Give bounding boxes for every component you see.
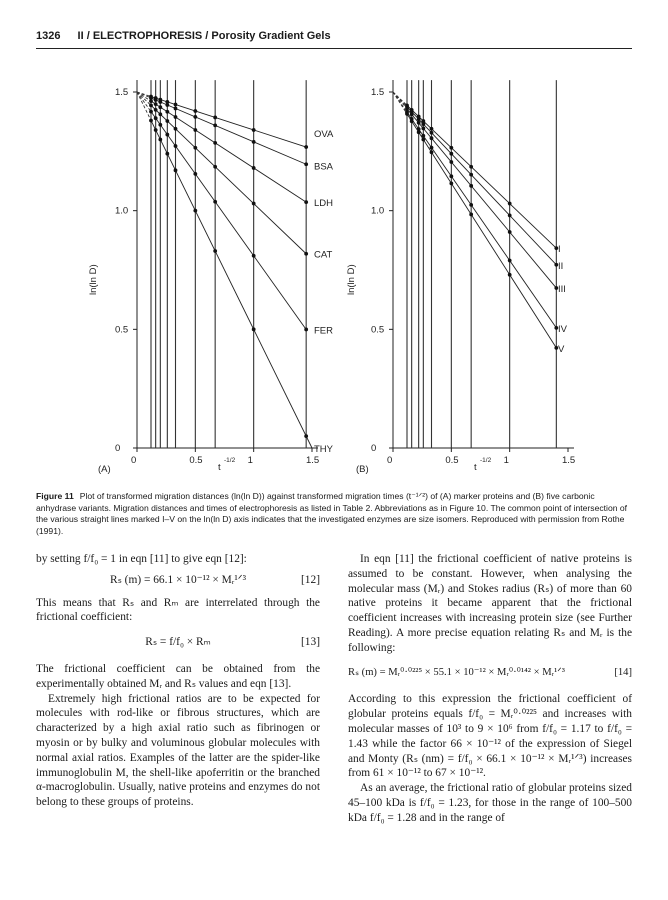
panel-a-point-LDH <box>213 141 217 145</box>
left-column <box>36 552 320 810</box>
equation-14 <box>348 666 632 681</box>
panel-b-xtick-label: 0.5 <box>445 455 459 466</box>
panel-b-ytick-label: 1.0 <box>371 205 385 217</box>
panel-b-series-V-line <box>407 114 556 348</box>
panel-a-label-FER: FER <box>314 325 333 337</box>
panel-b-point-IV <box>469 203 473 207</box>
panel-a-point-CAT <box>158 112 162 116</box>
panel-a-point-LDH <box>149 99 153 103</box>
panel-a-point-FER <box>149 110 153 114</box>
panel-a-point-CAT <box>174 127 178 131</box>
page-number: 1326 <box>36 30 61 42</box>
panel-a-point-FER <box>174 144 178 148</box>
panel-b-xlabel-sup: -1/2 <box>480 457 492 464</box>
panel-b-point-III <box>449 160 453 164</box>
panel-b-ytick-label: 0.5 <box>371 324 385 336</box>
panel-b-label-I: I <box>558 244 561 256</box>
panel-a-ytick-label: 0.5 <box>115 324 129 336</box>
panel-a-label-BSA: BSA <box>314 161 334 173</box>
panel-b-point-IV <box>449 174 453 178</box>
equation-14-number: [14] <box>614 666 632 678</box>
right-para-3: As an average, the frictional ratio of globular proteins sized 45–100 kDa is f/f₀ = 1.23, for those in the range of 100–500 kDa f/f₀ = 1.28 and in the range of <box>348 782 632 824</box>
equation-13 <box>36 635 320 650</box>
panel-b-point-IV <box>508 259 512 263</box>
panel-b-point-V <box>410 119 414 123</box>
panel-a-point-OVA <box>304 145 308 149</box>
panel-a-point-THY <box>304 434 308 438</box>
panel-b-series-IV-line <box>407 112 556 328</box>
equation-12-number: [12] <box>301 573 320 586</box>
equation-13-body: Rₛ = f/f₀ × Rₘ <box>145 636 211 649</box>
panel-a-point-CAT <box>304 252 308 256</box>
caption-label: Figure 11 <box>36 491 74 501</box>
panel-a-point-THY <box>213 249 217 253</box>
panel-b-point-V <box>430 150 434 154</box>
panel-b-point-V <box>449 181 453 185</box>
panel-a-series-FER-line <box>151 112 306 330</box>
panel-a-label-OVA: OVA <box>314 129 334 141</box>
panel-b-point-III <box>508 230 512 234</box>
panel-a-label-LDH: LDH <box>314 198 334 210</box>
panel-b-ytick-label: 0 <box>371 443 377 454</box>
panel-b-point-II <box>417 117 421 121</box>
panel-b-xtick-label: 1 <box>503 455 509 466</box>
left-para-3: The frictional coefficient can be obtained from the experimentally obtained Mᵣ and Rₛ values and eqn [13]. <box>36 662 320 690</box>
equation-14-body: Rₛ (m) = Mᵣ⁰·⁰²²⁵ × 55.1 × 10⁻¹² × Mᵣ⁰·⁰¹⁴² × Mᵣ¹ᐟ³ <box>348 666 565 678</box>
panel-a-point-CAT <box>193 146 197 150</box>
panel-b-xlabel: t <box>474 462 477 473</box>
panel-a-point-BSA <box>304 162 308 166</box>
panel-a-point-LDH <box>158 105 162 109</box>
panel-b-series-III-dash <box>393 92 407 109</box>
panel-b-series-I-line <box>407 105 556 248</box>
panel-a-point-FER <box>213 200 217 204</box>
equation-12-body: Rₛ (m) = 66.1 × 10⁻¹² × Mᵣ¹ᐟ³ <box>109 573 247 586</box>
panel-a <box>88 80 334 475</box>
panel-a-label-THY: THY <box>314 444 333 455</box>
panel-b-tag: (B) <box>356 464 369 475</box>
panel-a-xtick-label: 0.5 <box>189 455 203 466</box>
panel-b-point-III <box>410 113 414 117</box>
panel-b-series-IV-dash <box>393 92 407 112</box>
panel-a-point-BSA <box>193 115 197 119</box>
panel-b <box>346 80 575 475</box>
right-para-1: In eqn [11] the frictional coefficient of native proteins is assumed to be constant. However, when analysing the molecular mass (Mᵣ) and Stokes radius (Rₛ) of more than 60 native proteins it became apparent that the frictional coefficient increases with increasing protein size (see Further Reading). A more precise equation relating Rₛ and Mᵣ is the following: <box>348 553 632 654</box>
panel-b-point-III <box>417 121 421 125</box>
panel-b-xtick-label: 0 <box>387 455 393 466</box>
panel-a-point-LDH <box>193 128 197 132</box>
panel-b-ytick-label: 1.5 <box>371 87 385 98</box>
panel-b-ylabel: ln(ln D) <box>346 264 357 295</box>
panel-a-point-BSA <box>154 98 158 102</box>
panel-b-label-IV: IV <box>558 323 567 335</box>
panel-a-point-LDH <box>252 166 256 170</box>
panel-b-point-V <box>421 138 425 142</box>
panel-b-point-IV <box>430 146 434 150</box>
panel-a-point-FER <box>252 254 256 258</box>
panel-b-point-V <box>405 112 409 116</box>
panel-a-point-BSA <box>213 123 217 127</box>
panel-a-xtick-label: 0 <box>131 455 137 466</box>
panel-a-point-THY <box>149 119 153 123</box>
panel-a-point-OVA <box>174 103 178 107</box>
panel-b-point-II <box>469 173 473 177</box>
panel-a-label-CAT: CAT <box>314 249 333 261</box>
panel-a-point-BSA <box>158 100 162 104</box>
panel-a-point-OVA <box>252 128 256 132</box>
panel-a-point-LDH <box>304 200 308 204</box>
panel-b-label-II: II <box>558 260 564 272</box>
panel-b-point-V <box>469 213 473 217</box>
panel-b-point-V <box>417 130 421 134</box>
left-para-4: Extremely high frictional ratios are to be expected for molecules with rod-like or fibrous structures, which are characterized by a high axial ratio such as fibrinogen or myosin or by bulky and voluminous globular molecules with normal axial ratios. Examples of the latter are the spider-like immunoglobulin M, the shell-like apoferritin or the branched α-macroglobulin. Usually, native proteins and enzymes do not belong to these groups of proteins. <box>36 692 320 809</box>
panel-a-point-THY <box>154 128 158 132</box>
panel-a-point-OVA <box>193 109 197 113</box>
panel-b-point-III <box>421 127 425 131</box>
right-column <box>348 552 632 826</box>
panel-a-point-BSA <box>174 107 178 111</box>
panel-a-point-THY <box>158 138 162 142</box>
panel-b-point-II <box>449 152 453 156</box>
panel-a-point-OVA <box>213 116 217 120</box>
panel-a-point-FER <box>154 116 158 120</box>
panel-b-point-III <box>469 184 473 188</box>
panel-a-xtick-label: 1 <box>247 455 253 466</box>
panel-b-label-III: III <box>558 284 566 296</box>
panel-a-point-BSA <box>252 140 256 144</box>
panel-a-point-CAT <box>252 202 256 206</box>
running-title: II / ELECTROPHORESIS / Porosity Gradient Gels <box>77 30 331 42</box>
panel-a-point-CAT <box>213 165 217 169</box>
equation-13-number: [13] <box>301 636 320 649</box>
panel-a-point-FER <box>193 172 197 176</box>
panel-a-ytick-label: 0 <box>115 443 121 454</box>
panel-a-point-THY <box>174 168 178 172</box>
left-para-2: This means that Rₛ and Rₘ are interrelated through the frictional coefficient: <box>36 596 320 624</box>
caption-text: Plot of transformed migration distances (ln(ln D)) against transformed migration times (t⁻¹ᐟ²) of (A) marker proteins and (B) five carbonic anhydrase variants. Migration distances and times of electrophoresis as listed in Table 2. Abbreviations as in Figure 10. The common point of intersection of the various straight lines marked I–V on the ln(ln D) axis indicates that the investigated enzymes are size isomers. Reproduced with permission from Rothe (1991). <box>36 491 628 536</box>
panel-a-point-CAT <box>149 103 153 107</box>
right-para-2: According to this expression the frictional coefficient of globular proteins equals f/f₀ = Mᵣ⁰·⁰²²⁵ and increases with molecular masses of 10³ to 9 × 10⁶ from f/f₀ = 1.17 to f/f₀ = 1.43 while the factor 66 × 10⁻¹² of the expression of Siegel and Monty (Rₛ (nm) = f/f₀ × 66.1 × 10⁻¹² × Mᵣ¹ᐟ³) increases from 61 × 10⁻¹² to 67 × 10⁻¹². <box>348 693 632 780</box>
panel-b-point-II <box>421 122 425 126</box>
panel-b-series-II-dash <box>393 92 407 107</box>
panel-a-point-FER <box>304 328 308 332</box>
panel-a-point-FER <box>158 123 162 127</box>
panel-b-xtick-label: 1.5 <box>562 455 576 466</box>
panel-b-point-I <box>508 202 512 206</box>
panel-a-point-FER <box>165 133 169 137</box>
panel-a-point-CAT <box>154 108 158 112</box>
panel-a-ytick-label: 1.5 <box>115 87 129 98</box>
panel-b-series-III-line <box>407 109 556 288</box>
panel-b-point-I <box>449 146 453 150</box>
panel-a-ylabel: ln(ln D) <box>88 264 99 295</box>
panel-b-series-II-line <box>407 107 556 265</box>
panel-b-point-I <box>430 127 434 131</box>
panel-a-point-LDH <box>165 110 169 114</box>
panel-a-tag: (A) <box>98 464 111 475</box>
panel-a-point-CAT <box>165 119 169 123</box>
panel-b-point-III <box>430 136 434 140</box>
panel-a-point-THY <box>165 152 169 156</box>
panel-b-point-I <box>469 165 473 169</box>
panel-a-point-THY <box>252 327 256 331</box>
panel-a-xlabel-sup: -1/2 <box>224 457 236 464</box>
panel-a-xtick-label: 1.5 <box>306 455 320 466</box>
figure-caption <box>36 491 632 537</box>
panel-a-point-THY <box>193 209 197 213</box>
panel-a-point-BSA <box>165 103 169 107</box>
equation-12 <box>36 573 320 588</box>
panel-b-point-II <box>430 131 434 135</box>
panel-b-point-II <box>508 214 512 218</box>
panel-a-point-LDH <box>174 115 178 119</box>
panel-a-point-LDH <box>154 102 158 106</box>
panel-a-xlabel: t <box>218 462 221 473</box>
panel-b-label-V: V <box>558 343 565 355</box>
left-para-1: by setting f/f₀ = 1 in eqn [11] to give eqn [12]: <box>36 553 247 565</box>
panel-b-point-V <box>508 273 512 277</box>
panel-a-ytick-label: 1.0 <box>115 205 129 217</box>
